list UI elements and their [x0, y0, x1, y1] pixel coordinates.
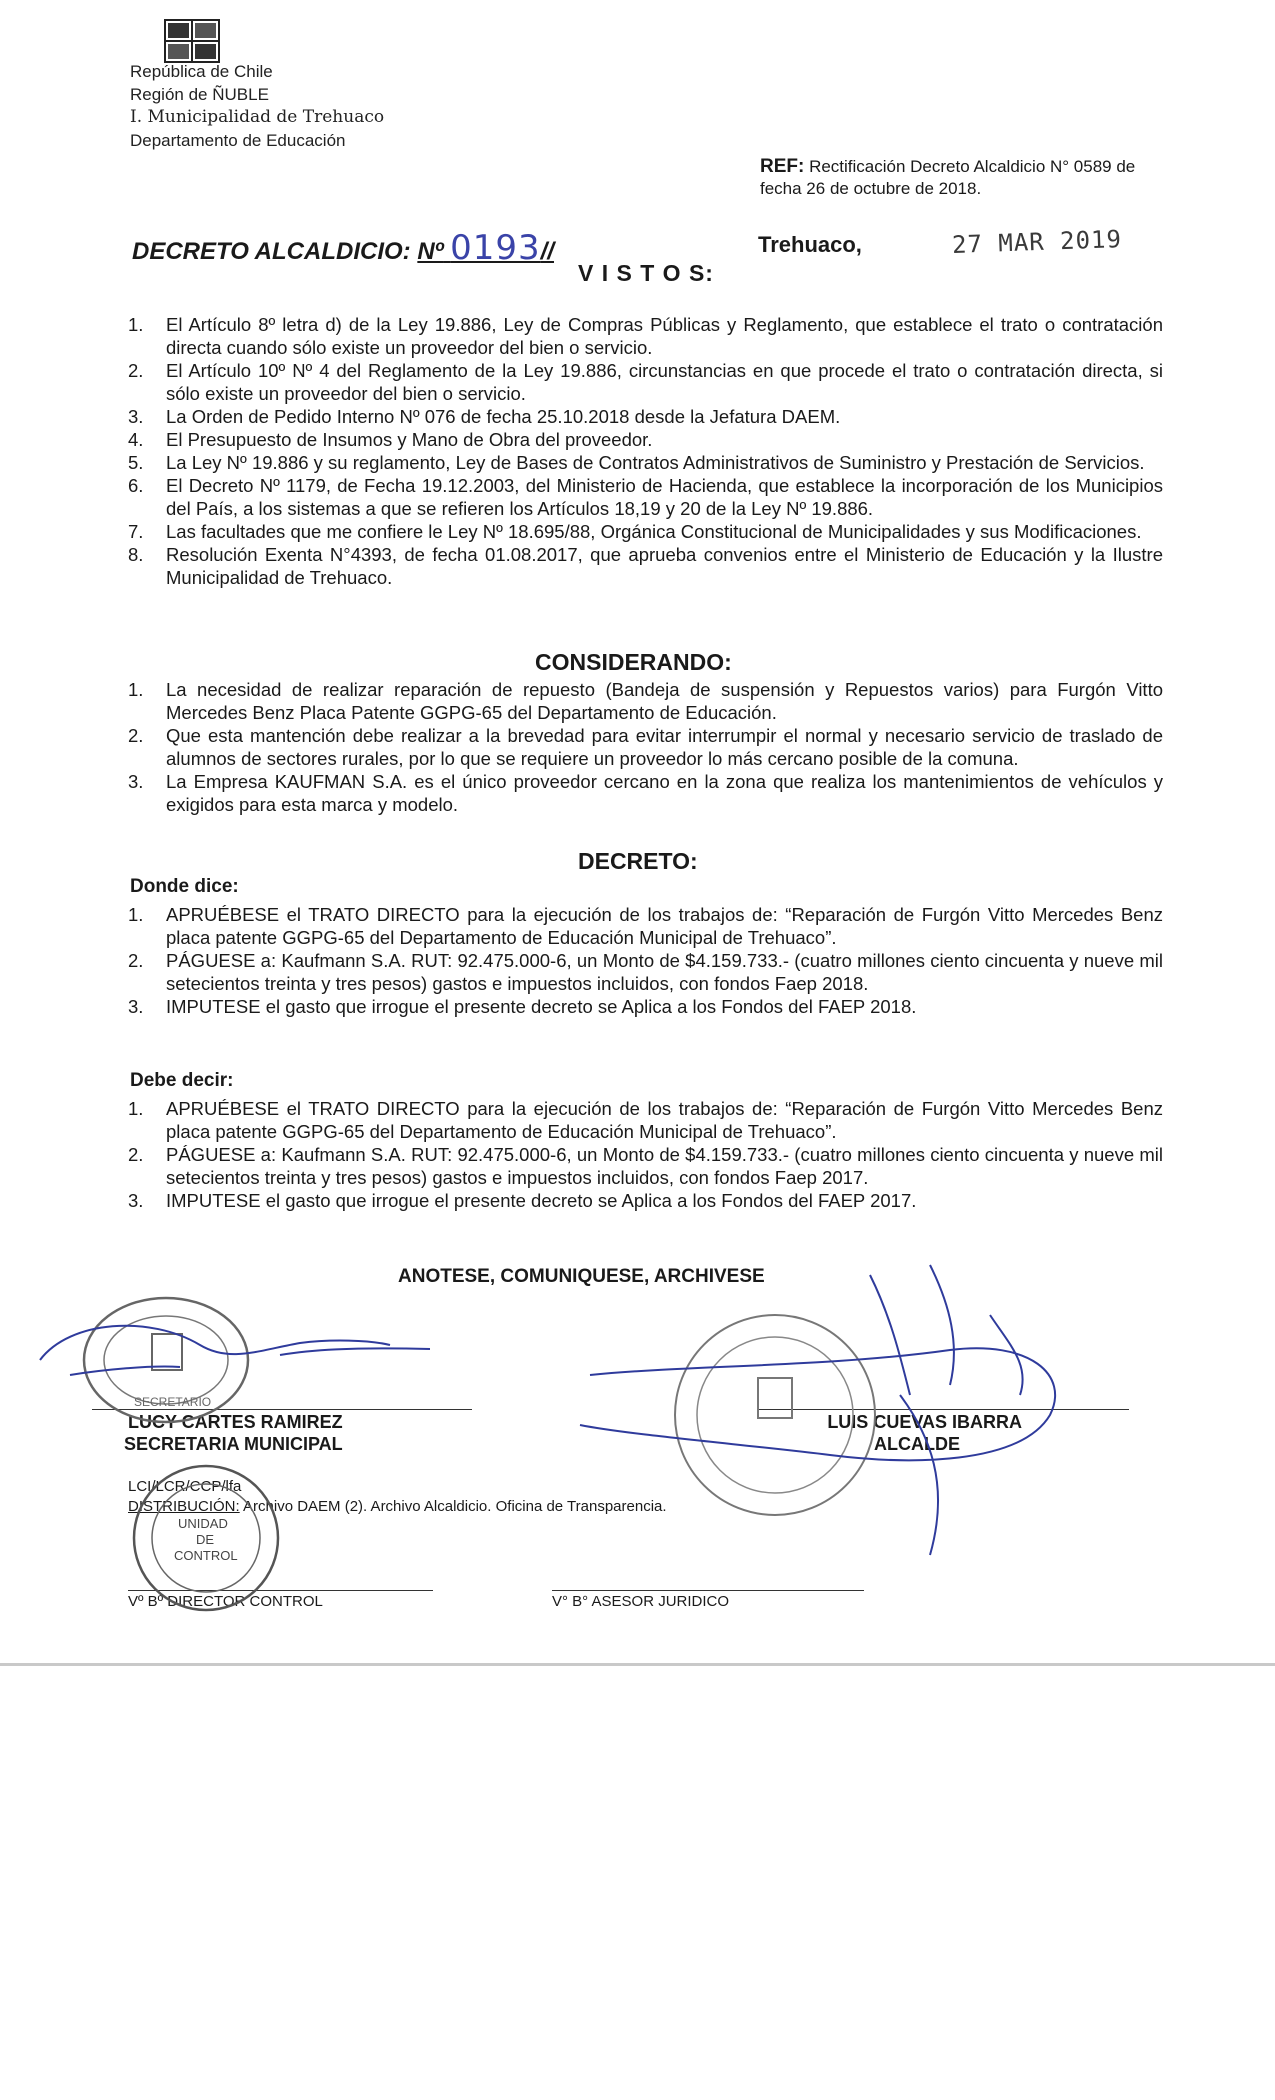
- list-item: 6. El Decreto Nº 1179, de Fecha 19.12.2003, del Ministerio de Hacienda, que establece la incorporación de los Municipios del País, a los sistemas a que se refieren los Artículos 18,19 y 20 de la Ley Nº 19.886.: [128, 475, 1163, 519]
- list-item: 1. APRUÉBESE el TRATO DIRECTO para la ejecución de los trabajos de: “Reparación de Furgón Vitto Mercedes Benz placa patente GGPG-65 del Departamento de Educación Municipal de Trehuaco”.: [128, 904, 1163, 948]
- decreto-title: DECRETO:: [578, 848, 698, 874]
- list-item: 7. Las facultades que me confiere le Ley Nº 18.695/88, Orgánica Constitucional de Municipalidades y sus Modificaciones.: [128, 521, 1142, 542]
- list-item: 3. IMPUTESE el gasto que irrogue el presente decreto se Aplica a los Fondos del FAEP 2017.: [128, 1190, 917, 1211]
- list-item: 1. APRUÉBESE el TRATO DIRECTO para la ejecución de los trabajos de: “Reparación de Furgón Vitto Mercedes Benz placa patente GGPG-65 del Departamento de Educación Municipal de Trehuaco”.: [128, 1098, 1163, 1142]
- decree-place: Trehuaco,: [758, 232, 862, 257]
- list-item: 1. El Artículo 8º letra d) de la Ley 19.886, Ley de Compras Públicas y Reglamento, que establece el trato o contratación directa cuando sólo existe un proveedor del bien o servicio.: [128, 314, 1163, 358]
- alcalde-signature-scribble: [430, 1255, 1090, 1585]
- list-item: 1. La necesidad de realizar reparación de repuesto (Bandeja de suspensión y Repuestos varios) para Furgón Vitto Mercedes Benz Placa Patente GGPG-65 del Departamento de Educación.: [128, 679, 1163, 723]
- left-signatory-name: LUCY CARTES RAMIREZ: [128, 1412, 343, 1432]
- header-line-department: Departamento de Educación: [130, 131, 346, 150]
- vistos-title: V I S T O S:: [578, 260, 714, 286]
- initials: LCI/LCR/CCP/lfa: [128, 1478, 242, 1495]
- considerando-title: CONSIDERANDO:: [535, 649, 732, 675]
- decree-number-prefix: Nº: [417, 238, 444, 265]
- header-line-municipality: I. Municipalidad de Trehuaco: [130, 107, 385, 127]
- date-stamp: 27 MAR 2019: [951, 225, 1123, 259]
- list-item: 3. La Empresa KAUFMAN S.A. es el único proveedor cercano en la zona que realiza los mantenimientos de vehículos y exigidos para esta marca y modelo.: [128, 771, 1163, 815]
- distribution-label: DISTRIBUCIÓN:: [128, 1498, 240, 1515]
- decree-title-label: DECRETO ALCALDICIO:: [132, 238, 411, 265]
- control-stamp-seal: [126, 1458, 296, 1618]
- list-item: 8. Resolución Exenta N°4393, de fecha 01.08.2017, que aprueba convenios entre el Ministerio de Educación y la Ilustre Municipalidad de Trehuaco.: [128, 544, 1163, 588]
- reference-block: [760, 156, 1180, 200]
- juridico-approval-label: V° B° ASESOR JURIDICO: [552, 1593, 730, 1610]
- list-item: 2. PÁGUESE a: Kaufmann S.A. RUT: 92.475.000-6, un Monto de $4.159.733.- (cuatro millones ciento cincuenta y nueve mil setecientos treinta y tres pesos) gastos e impuestos incluidos, con fondos Faep 2018.: [128, 950, 1163, 994]
- institution-header: [130, 60, 384, 152]
- list-item: 4. El Presupuesto de Insumos y Mano de Obra del proveedor.: [128, 429, 653, 450]
- vistos-list: [128, 313, 1163, 589]
- juridico-signature-line: [552, 1590, 864, 1591]
- ref-label: REF:: [760, 156, 805, 177]
- decree-number-handwritten: 0193: [450, 228, 541, 268]
- donde-dice-label: Donde dice:: [130, 876, 239, 897]
- list-item: 5. La Ley Nº 19.886 y su reglamento, Ley de Bases de Contratos Administrativos de Suministro y Prestación de Servicios.: [128, 452, 1145, 473]
- decree-title: [132, 228, 554, 268]
- donde-dice-list: [128, 903, 1163, 1018]
- decree-number-suffix: //: [540, 238, 554, 265]
- left-signatory-title: SECRETARIA MUNICIPAL: [124, 1434, 343, 1454]
- ref-text: Rectificación Decreto Alcaldicio N° 0589 de fecha 26 de octubre de 2018.: [760, 157, 1136, 198]
- debe-decir-label: Debe decir:: [130, 1070, 234, 1091]
- header-line-region: Región de ÑUBLE: [130, 85, 269, 104]
- svg-text:UNIDAD: UNIDAD: [178, 1516, 228, 1531]
- svg-text:DE: DE: [196, 1532, 215, 1547]
- list-item: 3. La Orden de Pedido Interno Nº 076 de fecha 25.10.2018 desde la Jefatura DAEM.: [128, 406, 841, 427]
- control-approval-label: Vº Bº DIRECTOR CONTROL: [128, 1593, 323, 1610]
- page-bottom-edge: [0, 1663, 1275, 1666]
- svg-text:CONTROL: CONTROL: [174, 1548, 238, 1563]
- right-signatory-name: LUIS CUEVAS IBARRA: [827, 1412, 1022, 1432]
- closing-formula: ANOTESE, COMUNIQUESE, ARCHIVESE: [398, 1266, 765, 1287]
- debe-decir-list: [128, 1097, 1163, 1212]
- header-line-country: República de Chile: [130, 62, 273, 81]
- list-item: 2. El Artículo 10º Nº 4 del Reglamento de la Ley 19.886, circunstancias en que procede el trato o contratación directa, si sólo existe un proveedor del bien o servicio.: [128, 360, 1163, 404]
- list-item: 2. Que esta mantención debe realizar a la brevedad para evitar interrumpir el normal y necesario servicio de traslado de alumnos de sectores rurales, por lo que se requiere un proveedor lo más cercano posible de la comuna.: [128, 725, 1163, 769]
- right-signatory-title: ALCALDE: [874, 1434, 960, 1454]
- distribution-text: Archivo DAEM (2). Archivo Alcaldicio. Oficina de Transparencia.: [243, 1498, 667, 1515]
- considerando-list: [128, 678, 1163, 816]
- svg-text:SECRETARIO: SECRETARIO: [134, 1395, 212, 1409]
- left-signature-scribble: [30, 1305, 470, 1395]
- list-item: 3. IMPUTESE el gasto que irrogue el presente decreto se Aplica a los Fondos del FAEP 2018.: [128, 996, 917, 1017]
- list-item: 2. PÁGUESE a: Kaufmann S.A. RUT: 92.475.000-6, un Monto de $4.159.733.- (cuatro millones ciento cincuenta y nueve mil setecientos treinta y tres pesos) gastos e impuestos incluidos, con fondos Faep 2017.: [128, 1144, 1163, 1188]
- coat-of-arms-logo: [163, 18, 221, 64]
